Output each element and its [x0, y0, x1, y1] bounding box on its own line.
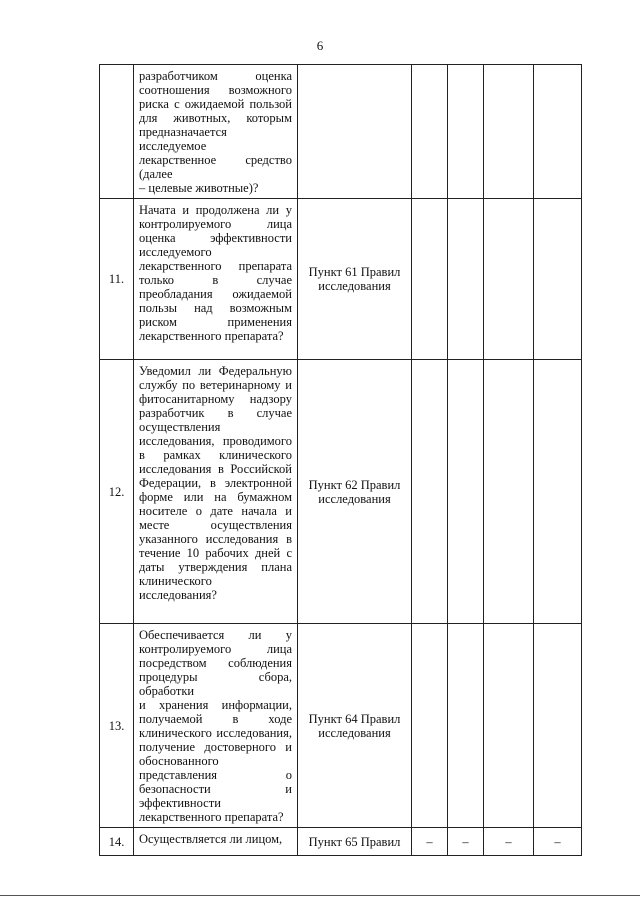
question-line: клинического	[139, 574, 212, 588]
answer-cell	[448, 624, 484, 828]
question-line: носителе о дате начала и	[139, 504, 292, 518]
requirement-question	[134, 828, 298, 856]
question-line: риском применения	[139, 315, 292, 329]
question-line: соотношения возможного	[139, 83, 292, 97]
row-number: 12.	[100, 360, 134, 624]
question-line: Обеспечивается ли у	[139, 628, 292, 642]
question-line: форме или на бумажном	[139, 490, 292, 504]
answer-cell	[448, 199, 484, 360]
answer-cell	[412, 360, 448, 624]
answer-cell: –	[448, 828, 484, 856]
question-line: представления о	[139, 768, 292, 782]
requirement-question	[134, 199, 298, 360]
question-line: в рамках клинического	[139, 448, 292, 462]
question-line: исследования, проводимого	[139, 434, 292, 448]
answer-cell	[412, 624, 448, 828]
question-line: и хранения информации,	[139, 698, 292, 712]
question-line: лекарственного препарата?	[139, 329, 284, 343]
question-line: исследуемого	[139, 245, 212, 259]
answer-cell	[534, 624, 582, 828]
question-line: лекарственного препарата	[139, 259, 292, 273]
answer-cell	[534, 65, 582, 199]
question-line: предназначается исследуемое	[139, 125, 227, 153]
answer-cell	[484, 360, 534, 624]
question-line: указанного исследования в	[139, 532, 292, 546]
requirement-question	[134, 360, 298, 624]
scan-bottom-edge	[0, 895, 640, 896]
question-line: получаемой в ходе	[139, 712, 292, 726]
legal-reference: Пункт 61 Правил исследования	[298, 199, 412, 360]
question-line: преобладания ожидаемой	[139, 287, 292, 301]
row-number	[100, 65, 134, 199]
requirement-question	[134, 624, 298, 828]
question-line: разработчик в случае	[139, 406, 292, 420]
question-line: исследования в Российской	[139, 462, 292, 476]
answer-cell	[534, 360, 582, 624]
question-line: – целевые животные)?	[139, 181, 259, 195]
question-line: Федерации, в электронной	[139, 476, 292, 490]
question-line: лекарственное средство (далее	[139, 153, 292, 181]
table-row	[100, 624, 582, 828]
question-line: только в случае	[139, 273, 292, 287]
answer-cell	[534, 199, 582, 360]
question-line: Осуществляется ли лицом,	[139, 832, 283, 846]
requirement-question	[134, 65, 298, 199]
question-line: эффективности	[139, 796, 221, 810]
question-line: службу по ветеринарному и	[139, 378, 292, 392]
legal-reference	[298, 65, 412, 199]
page-number: 6	[316, 38, 324, 53]
answer-cell	[448, 360, 484, 624]
question-line: осуществления	[139, 420, 221, 434]
question-line: разработчиком оценка	[139, 69, 292, 83]
answer-cell	[448, 65, 484, 199]
question-line: риска с ожидаемой пользой	[139, 97, 292, 111]
table-row	[100, 828, 582, 856]
table-row	[100, 360, 582, 624]
question-line: Начата и продолжена ли у	[139, 203, 292, 217]
legal-reference: Пункт 62 Правил исследования	[298, 360, 412, 624]
question-line: безопасности и	[139, 782, 292, 796]
question-line: клинического исследования,	[139, 726, 292, 740]
question-line: пользы над возможным	[139, 301, 292, 315]
question-line: процедуры сбора, обработки	[139, 670, 292, 698]
row-number: 11.	[100, 199, 134, 360]
question-line: месте осуществления	[139, 518, 292, 532]
answer-cell	[484, 624, 534, 828]
answer-cell	[412, 199, 448, 360]
checklist-table	[99, 64, 582, 856]
legal-reference: Пункт 64 Правил исследования	[298, 624, 412, 828]
question-line: даты утверждения плана	[139, 560, 292, 574]
row-number: 13.	[100, 624, 134, 828]
legal-reference: Пункт 65 Правил	[298, 828, 412, 856]
answer-cell	[484, 199, 534, 360]
question-line: оценка эффективности	[139, 231, 292, 245]
table-row	[100, 65, 582, 199]
question-line: фитосанитарному надзору	[139, 392, 292, 406]
row-number: 14.	[100, 828, 134, 856]
answer-cell: –	[484, 828, 534, 856]
answer-cell: –	[412, 828, 448, 856]
question-line: посредством соблюдения	[139, 656, 292, 670]
answer-cell: –	[534, 828, 582, 856]
question-line: лекарственного препарата?	[139, 810, 284, 824]
question-line: получение достоверного и	[139, 740, 292, 754]
question-line: контролируемого лица	[139, 217, 292, 231]
question-line: Уведомил ли Федеральную	[139, 364, 292, 378]
answer-cell	[412, 65, 448, 199]
answer-cell	[484, 65, 534, 199]
question-line: обоснованного	[139, 754, 219, 768]
question-line: течение 10 рабочих дней с	[139, 546, 292, 560]
question-line: исследования?	[139, 588, 217, 602]
question-line: контролируемого лица	[139, 642, 292, 656]
table-row	[100, 199, 582, 360]
question-line: для животных, которым	[139, 111, 292, 125]
